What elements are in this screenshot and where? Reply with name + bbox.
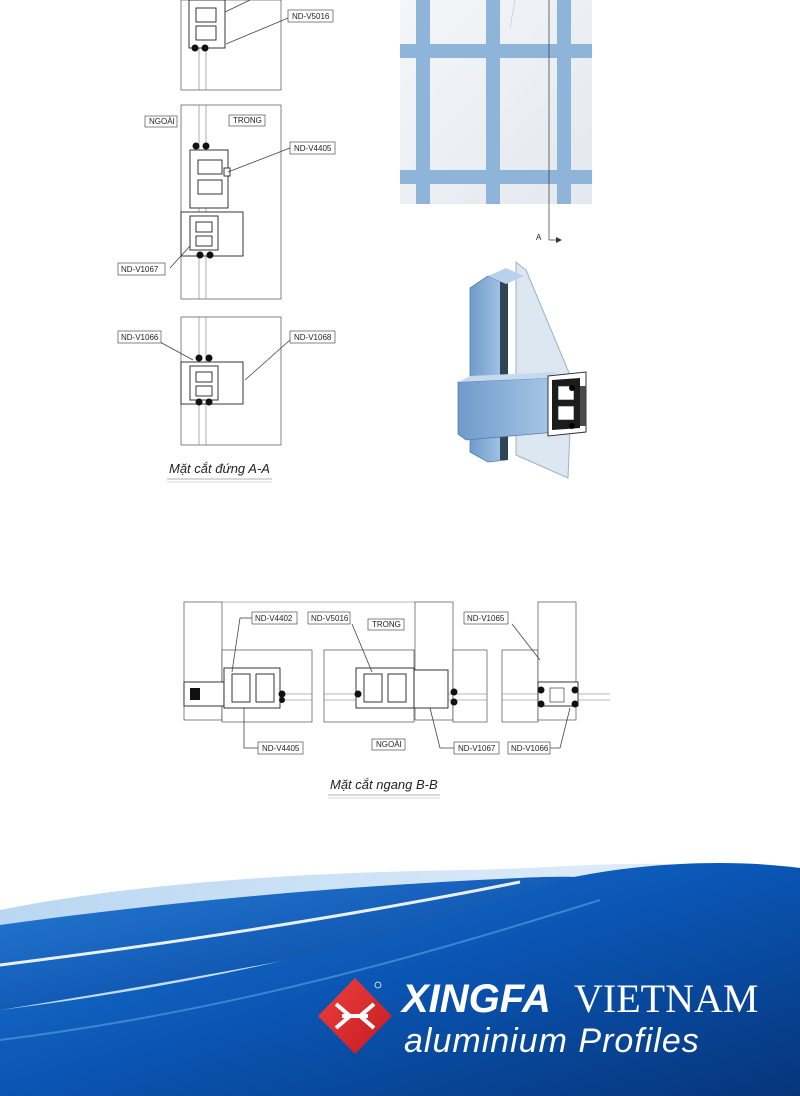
brand-footer <box>0 863 800 1096</box>
label-upper-part: ND-V4405 <box>294 144 332 153</box>
horizontal-section-b-b <box>184 602 610 798</box>
label-b-top-mid: ND-V5016 <box>311 614 349 623</box>
label-top-part: ND-V5016 <box>292 12 330 21</box>
label-b-inside: TRONG <box>372 620 401 629</box>
caption-horizontal-section: Mặt cắt ngang B-B <box>330 777 438 792</box>
label-b-bottom-right: ND-V1066 <box>511 744 549 753</box>
vertical-section-a-a <box>118 0 335 482</box>
brand-name-serif: VIETNAM <box>574 976 759 1021</box>
label-middle-part: ND-V1067 <box>121 265 159 274</box>
label-b-bottom-mid: ND-V1067 <box>458 744 496 753</box>
label-b-top-left: ND-V4402 <box>255 614 293 623</box>
label-lower-right-part: ND-V1068 <box>294 333 332 342</box>
label-outside: NGOÀI <box>149 117 175 126</box>
label-b-top-right: ND-V1065 <box>467 614 505 623</box>
label-b-bottom-left: ND-V4405 <box>262 744 300 753</box>
section-marker: A <box>536 233 542 242</box>
caption-vertical-section: Mặt cắt đứng A-A <box>169 461 270 476</box>
brand-name-bold: XINGFA <box>402 977 551 1021</box>
label-inside: TRONG <box>233 116 262 125</box>
facade-elevation <box>400 0 592 243</box>
brand-tagline: aluminium Profiles <box>404 1022 700 1060</box>
profile-3d-view <box>458 262 586 478</box>
label-lower-left-part: ND-V1066 <box>121 333 159 342</box>
label-b-outside: NGOÀI <box>376 740 402 749</box>
